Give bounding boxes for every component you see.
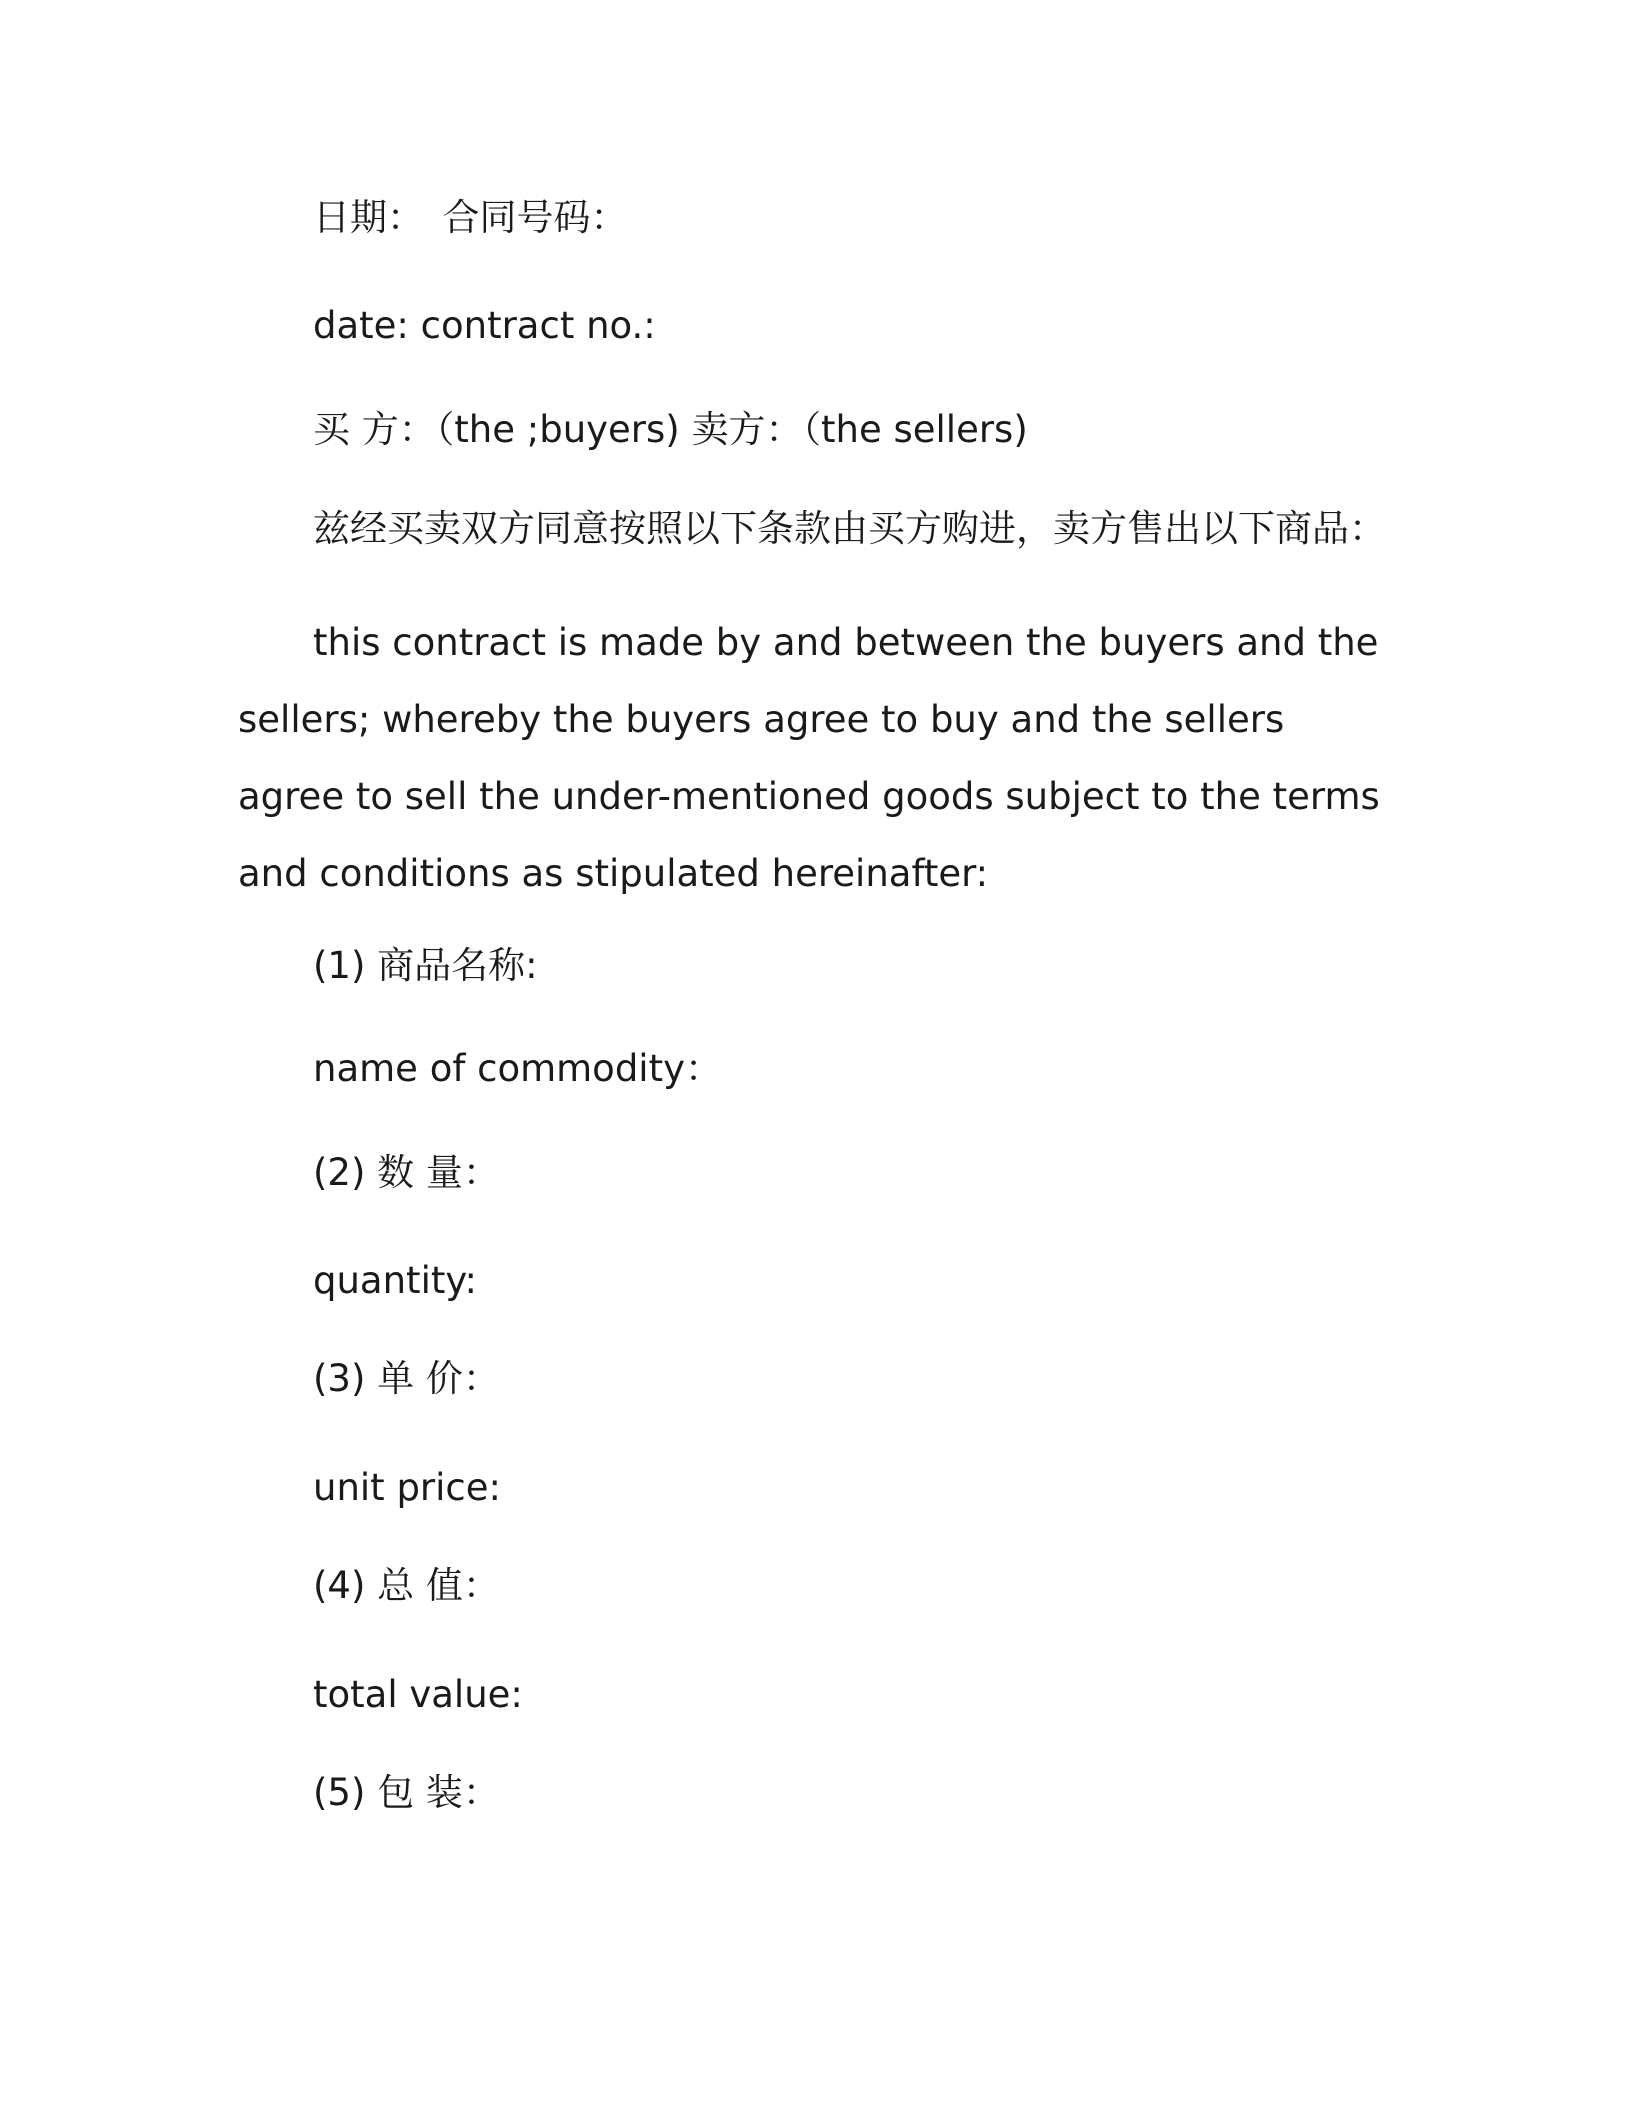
item-2-cn: (2) 数 量： — [313, 1151, 500, 1194]
item-4-cn: (4) 总 值： — [313, 1564, 500, 1607]
agreement-en-paragraph: this contract is made by and between the buyers and the sellers; whereby the buyers agree to buy and the sellers agree to sell the under-mentioned goods subject to the terms and conditions as stipulated hereinafter: — [238, 621, 1380, 895]
item-4-en: total value: — [313, 1673, 523, 1716]
item-2-en: quantity: — [313, 1259, 478, 1302]
parties-line: 买 方：（the ;buyers) 卖方：（the sellers) — [313, 408, 1028, 451]
date-contract-en-line: date: contract no.: — [313, 304, 656, 347]
item-1-cn: (1) 商品名称: — [313, 944, 538, 987]
item-3-en: unit price: — [313, 1466, 501, 1509]
item-3-cn: (3) 单 价： — [313, 1357, 500, 1400]
agreement-cn-line: 兹经买卖双方同意按照以下条款由买方购进，卖方售出以下商品： — [313, 507, 1386, 550]
date-contract-cn-line: 日期： 合同号码： — [313, 196, 628, 239]
item-5-cn: (5) 包 装： — [313, 1771, 500, 1814]
item-1-en: name of commodity： — [313, 1047, 722, 1090]
